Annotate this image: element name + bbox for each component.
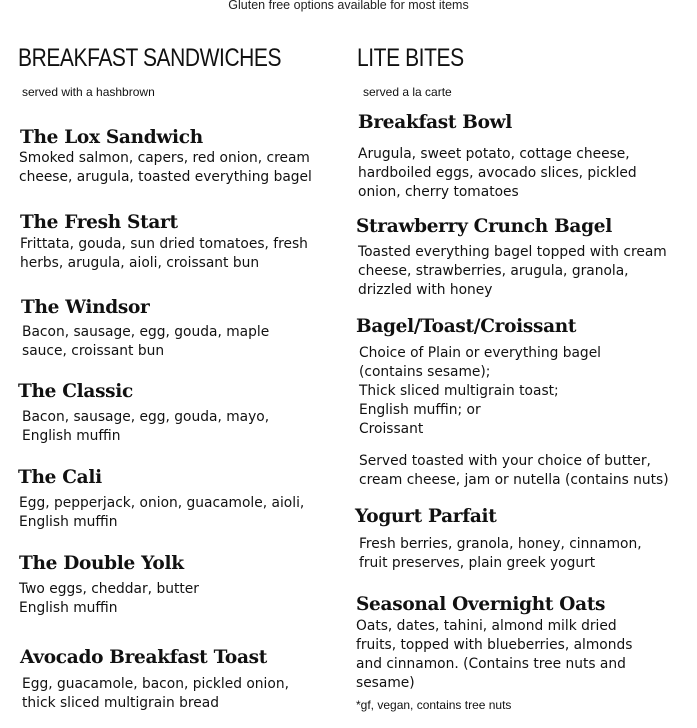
menu-item-description: Frittata, gouda, sun dried tomatoes, fresh herbs, arugula, aioli, croissant bun xyxy=(20,236,308,271)
menu-item-name: The Double Yolk xyxy=(19,553,184,574)
menu-item-name: Avocado Breakfast Toast xyxy=(20,647,267,668)
menu-item-description: Toasted everything bagel topped with cream cheese, strawberries, arugula, granola, drizzled with honey xyxy=(358,244,667,298)
section-subtitle-breakfast-sandwiches: served with a hashbrown xyxy=(22,85,155,99)
menu-item-name: Yogurt Parfait xyxy=(355,506,497,527)
menu-item-description: Two eggs, cheddar, butter English muffin xyxy=(19,581,199,616)
menu-item-name: The Cali xyxy=(18,467,102,488)
menu-item-name: Strawberry Crunch Bagel xyxy=(356,216,612,237)
menu-item-name: The Lox Sandwich xyxy=(20,127,203,148)
menu-item-description: Egg, guacamole, bacon, pickled onion, thick sliced multigrain bread xyxy=(22,676,289,711)
gluten-free-note: Gluten free options available for most items xyxy=(228,0,469,12)
menu-item-description: Arugula, sweet potato, cottage cheese, hardboiled eggs, avocado slices, pickled onion, cherry tomatoes xyxy=(358,146,637,200)
menu-item-name: Bagel/Toast/Croissant xyxy=(356,316,577,337)
menu-item-description: Egg, pepperjack, onion, guacamole, aioli, English muffin xyxy=(19,495,305,530)
menu-item-name: Seasonal Overnight Oats xyxy=(356,594,606,615)
menu-item-description-extra: Served toasted with your choice of butter, cream cheese, jam or nutella (contains nuts) xyxy=(359,453,669,488)
section-title-breakfast-sandwiches: BREAKFAST SANDWICHES xyxy=(18,44,282,72)
section-subtitle-lite-bites: served a la carte xyxy=(363,85,452,99)
menu-item-name: The Windsor xyxy=(21,297,150,318)
menu-item-name: The Fresh Start xyxy=(20,212,178,233)
menu-item-description: Bacon, sausage, egg, gouda, maple sauce, croissant bun xyxy=(22,324,270,359)
dietary-footnote: *gf, vegan, contains tree nuts xyxy=(356,698,512,712)
menu-item-description: Bacon, sausage, egg, gouda, mayo, English muffin xyxy=(22,409,270,444)
menu-item-name: The Classic xyxy=(18,381,133,402)
section-title-lite-bites: LITE BITES xyxy=(357,44,464,72)
menu-item-name: Breakfast Bowl xyxy=(358,112,513,133)
menu-item-description: Smoked salmon, capers, red onion, cream cheese, arugula, toasted everything bagel xyxy=(19,150,312,185)
menu-item-description: Choice of Plain or everything bagel (contains sesame); Thick sliced multigrain toast; English muffin; or Croissant xyxy=(359,345,602,437)
menu-item-description: Oats, dates, tahini, almond milk dried fruits, topped with blueberries, almonds and cinnamon. (Contains tree nuts and sesame) xyxy=(356,618,633,691)
menu-item-description: Fresh berries, granola, honey, cinnamon, fruit preserves, plain greek yogurt xyxy=(359,536,642,571)
